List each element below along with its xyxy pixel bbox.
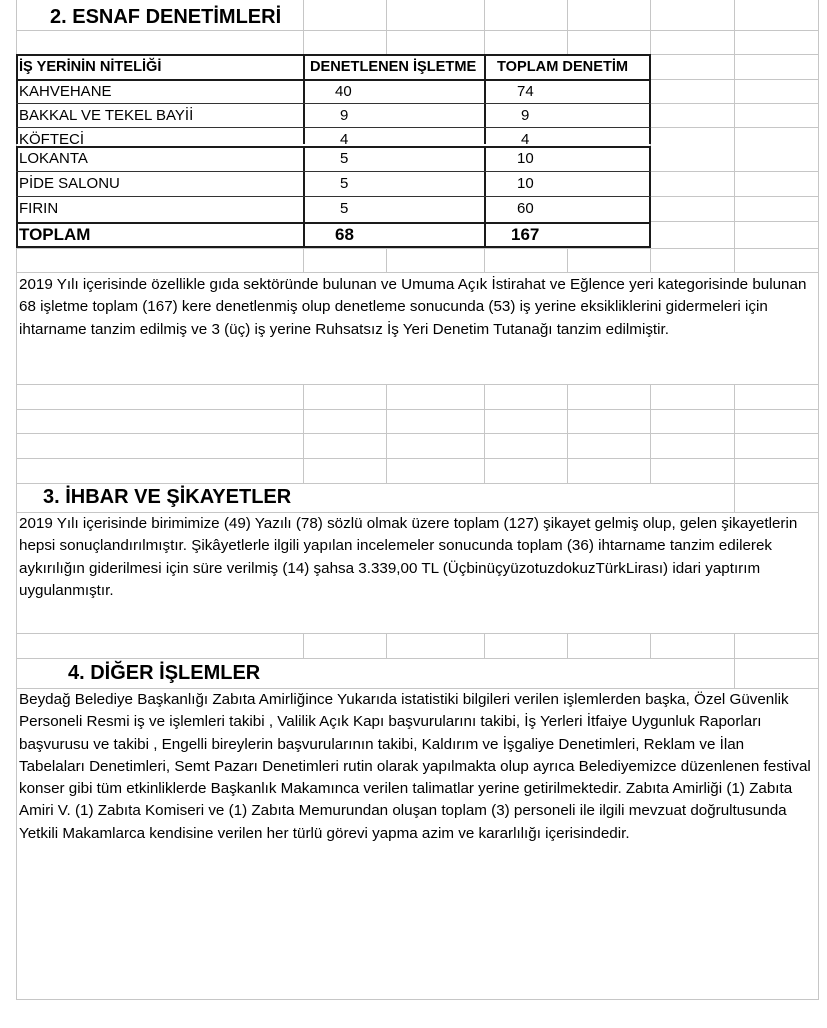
total-label: TOPLAM bbox=[19, 225, 91, 244]
row-label: KAHVEHANE bbox=[19, 83, 112, 100]
row-inspected: 4 bbox=[340, 131, 349, 145]
section-3-title: 3. İHBAR VE ŞİKAYETLER bbox=[43, 486, 292, 508]
row-total: 74 bbox=[517, 83, 534, 100]
section-2-paragraph: 2019 Yılı içerisinde özellikle gıda sektöründe bulunan ve Umuma Açık İstirahat ve Eğlence yeri kategorisinde bulunan 68 işletme toplam (167) kere denetlenmiş olup denetleme sonucunda (53) iş yerine eksikliklerini gidermeleri için ihtarname tanzim edilmiş ve 3 (üç) iş yerine Ruhsatsız İş Yeri Denetim Tutanağı tanzim edilmiştir. bbox=[19, 276, 807, 338]
row-total: 4 bbox=[521, 131, 530, 145]
row-inspected: 5 bbox=[340, 175, 349, 192]
row-total: 10 bbox=[517, 175, 534, 192]
total-inspected: 68 bbox=[335, 225, 354, 244]
row-label: FIRIN bbox=[19, 200, 59, 217]
row-inspected: 40 bbox=[335, 83, 352, 100]
header-business-type: İŞ YERİNİN NİTELİĞİ bbox=[19, 59, 162, 75]
table-row bbox=[16, 128, 651, 145]
header-inspected-businesses: DENETLENEN İŞLETME bbox=[310, 59, 477, 75]
section-2-title: 2. ESNAF DENETİMLERİ bbox=[50, 6, 282, 28]
row-label: LOKANTA bbox=[19, 150, 88, 167]
row-inspected: 5 bbox=[340, 200, 349, 217]
row-label: KÖFTECİ bbox=[19, 131, 85, 145]
row-label: PİDE SALONU bbox=[19, 175, 120, 192]
header-total-inspections: TOPLAM DENETİM bbox=[497, 59, 629, 75]
row-total: 9 bbox=[521, 107, 530, 124]
section-4-paragraph: Beydağ Belediye Başkanlığı Zabıta Amirliğince Yukarıda istatistiki bilgileri verilen işlemlerden başka, Özel Güvenlik Personeli Resmi iş ve işlemleri takibi , Valilik Açık Kapı başvurularını takibi, İş Yerleri İtfaiye Uygunluk Raporları başvurusu ve takibi , Engelli bireylerin başvurularının takibi, Kaldırım ve İşgaliye Denetimleri, Reklam ve İlan Tabelaları Denetimleri, Semt Pazarı Denetimleri rutin olarak yapılmakta olup ayrıca Belediyemizce düzenlenen festival konser gibi tüm etkinliklerde Başkanlık Makamınca verilen talimatlar yerine getirilmektedir. Zabıta Amirliği (1) Zabıta Amiri V. (1) Zabıta Komiseri ve (1) Zabıta Memurundan oluşan toplam (3) personeli ile ilgili mevzuat doğrultusunda Yetkili Makamlarca kendisine verilen her türlü görevi yapma azim ve kararlılığı içerisindedir. bbox=[19, 691, 811, 842]
row-label: BAKKAL VE TEKEL BAYİİ bbox=[19, 107, 194, 124]
row-total: 60 bbox=[517, 200, 534, 217]
row-inspected: 5 bbox=[340, 150, 349, 167]
section-3-paragraph: 2019 Yılı içerisinde birimimize (49) Yazılı (78) sözlü olmak üzere toplam (127) şikayet gelmiş olup, gelen şikayetlerin hepsi sonuçlandırılmıştır. Şikâyetlerle ilgili yapılan incelemeler sonucunda toplam (36) ihtarname tanzim edilerek aykırılığın giderilmesi için süre verilmiş (14) şahsa 3.339,00 TL (ÜçbinüçyüzotuzdokuzTürkLirası) idari yaptırım uygulanmıştır. bbox=[19, 515, 798, 599]
row-inspected: 9 bbox=[340, 107, 349, 124]
total-inspections: 167 bbox=[511, 225, 540, 244]
section-4-title: 4. DİĞER İŞLEMLER bbox=[68, 662, 261, 684]
row-total: 10 bbox=[517, 150, 534, 167]
